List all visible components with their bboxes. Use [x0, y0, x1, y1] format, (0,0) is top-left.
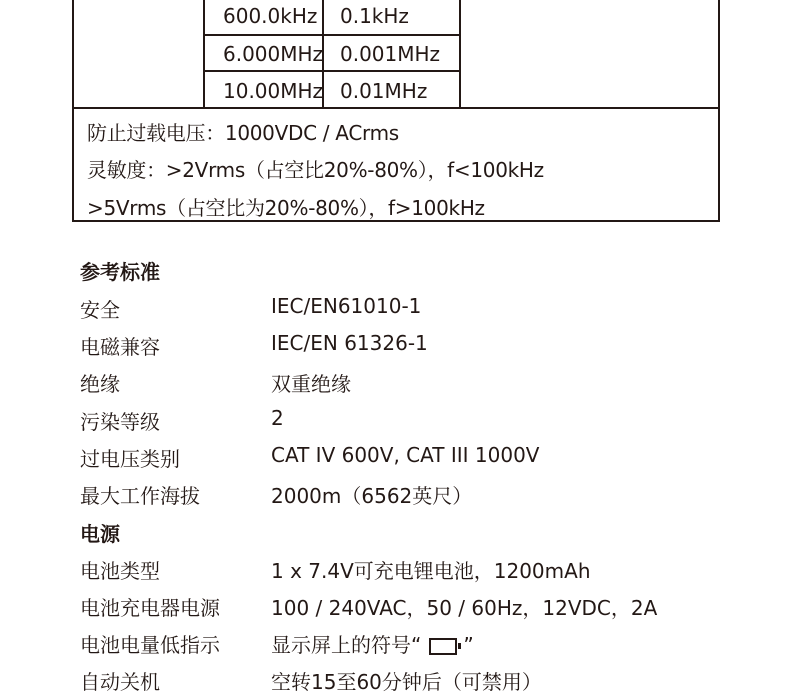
- spec-value: 2: [271, 406, 284, 430]
- spec-label: 安全: [80, 298, 120, 322]
- spec-value: 100 / 240VAC，50 / 60Hz，12VDC，2A: [271, 596, 658, 620]
- spec-label: 过电压类别: [80, 447, 180, 471]
- spec-label: 电池充电器电源: [80, 596, 220, 620]
- spec-row-low-battery-indicator: [80, 629, 720, 659]
- spec-value: 1 x 7.4V可充电锂电池，1200mAh: [271, 559, 591, 583]
- spec-value: IEC/EN 61326-1: [271, 331, 428, 355]
- range-cell: 600.0kHz: [203, 0, 324, 34]
- spec-label: 污染等级: [80, 410, 160, 434]
- resolution-cell: 0.001MHz: [322, 34, 461, 72]
- range-cell: 6.000MHz: [203, 34, 324, 72]
- spec-row-charger-supply: [80, 592, 720, 622]
- spec-row-insulation: [80, 368, 720, 398]
- spec-label: 最大工作海拔: [80, 484, 200, 508]
- spec-label: 电池类型: [80, 559, 160, 583]
- spec-row-emc: [80, 331, 720, 361]
- spec-row-pollution-degree: [80, 406, 720, 436]
- spec-value-suffix: ”: [463, 633, 474, 657]
- sensitivity-high-freq-note: >5Vrms（占空比为20%-80%），f>100kHz: [87, 196, 485, 220]
- sensitivity-note: 灵敏度：>2Vrms（占空比20%-80%），f<100kHz: [87, 158, 544, 182]
- spec-row-battery-type: [80, 555, 720, 585]
- range-cell: 10.00MHz: [203, 71, 324, 109]
- resolution-cell: 0.1kHz: [322, 0, 461, 34]
- spec-label: 绝缘: [80, 372, 120, 396]
- spec-label: 电磁兼容: [80, 335, 160, 359]
- spec-row-safety: [80, 294, 720, 324]
- power-heading: 电源: [80, 522, 120, 546]
- overload-protection-note: 防止过载电压：1000VDC / ACrms: [87, 121, 399, 145]
- spec-value: [271, 629, 474, 658]
- spec-value-prefix: 显示屏上的符号“: [271, 633, 422, 657]
- spec-label: 自动关机: [80, 670, 160, 694]
- frequency-spec-table: [72, 0, 720, 222]
- spec-value: 空转15至60分钟后（可禁用）: [271, 670, 542, 694]
- spec-value: 2000m（6562英尺）: [271, 484, 473, 508]
- table-row: [203, 34, 461, 72]
- spec-label: 电池电量低指示: [80, 633, 220, 657]
- spec-value: 双重绝缘: [271, 372, 351, 396]
- spec-row-max-altitude: [80, 480, 720, 510]
- resolution-cell: 0.01MHz: [322, 71, 461, 109]
- battery-low-icon: [429, 638, 457, 655]
- table-row: [203, 71, 461, 109]
- spec-row-auto-power-off: [80, 666, 720, 696]
- table-divider: [74, 107, 718, 109]
- frequency-range-grid: [203, 0, 461, 108]
- table-row: [203, 0, 461, 34]
- spec-value: IEC/EN61010-1: [271, 294, 422, 318]
- spec-row-overvoltage-category: [80, 443, 720, 473]
- standards-heading: 参考标准: [80, 260, 160, 284]
- spec-value: CAT IV 600V, CAT III 1000V: [271, 443, 540, 467]
